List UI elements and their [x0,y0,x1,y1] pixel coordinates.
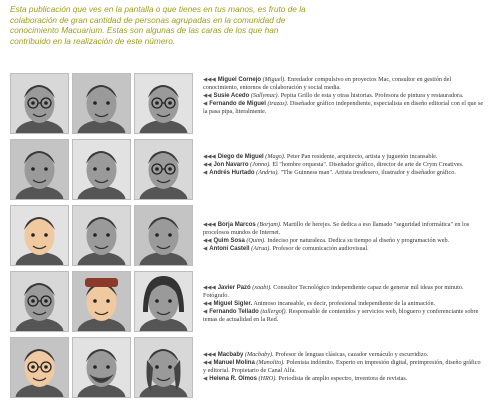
contributor-nick: (Borjam). [257,221,282,228]
bullet-arrows-icon: ◀◀ [203,162,212,168]
contributor-entries [203,76,485,116]
portrait-graphic [11,206,68,265]
contributor-entry [203,161,485,169]
contributor-nick: (Quim). [246,237,266,244]
contributor-photo [72,337,131,398]
contributor-photo [72,271,131,332]
contributor-bio: Periodista de amplio espectro, inventora de revistas. [278,375,408,382]
contributor-entry [203,169,485,177]
contributor-entry [203,375,485,383]
bullet-arrows-icon: ◀◀◀ [203,285,216,291]
contributor-entry [203,359,485,375]
contributor-nick: (Jonno). [250,161,271,168]
portrait-graphic [135,140,192,199]
contributor-bio: Peter Pan residente, arquitecto, artista y juguetón incansable. [286,153,438,160]
contributor-nick: (xoabi). [252,284,272,291]
bullet-arrows-icon: ◀ [203,376,208,382]
contributor-entries [203,284,485,324]
contributor-bio: Responsable de contenidos y servicios web, bloguero y conferenciante sobre temas de actualidad en la Red. [203,308,479,323]
bullet-arrows-icon: ◀◀◀ [203,222,216,228]
contributor-name: Macbaby [217,352,244,358]
contributor-entry [203,76,485,92]
contributor-nick: (HRO). [258,375,277,382]
contributor-bio: Indeciso por naturaleza. Dedica su tiempo al diseño y programación web. [267,237,450,244]
contributor-name: Jon Navarro [213,162,249,168]
contributor-bio: Profesor de lenguas clásicas, cazador vernáculo y escurridizo. [275,351,429,358]
contributor-photo [134,73,193,134]
contributor-row [10,337,485,403]
contributor-nick: (Airua). [251,245,271,252]
bullet-arrows-icon: ◀◀◀ [203,352,216,358]
contributor-nick: (Andriu). [256,169,279,176]
contributor-nick: (Mago). [265,153,286,160]
contributor-photo [134,205,193,266]
contributor-photo [10,139,69,200]
contributor-row [10,271,485,337]
bullet-arrows-icon: ◀◀ [203,360,212,366]
contributor-photo [10,337,69,398]
contributor-bio: El "hombre orquesta". Diseñador gráfico, director de arte de Crym Creatives. [272,161,464,168]
contributor-entry [203,351,485,359]
bullet-arrows-icon: ◀◀◀ [203,77,216,83]
contributor-nick: (Manolito). [256,359,285,366]
contributor-bio: "The Guinness man". Artista tresdesero, ilustrador y diseñador gráfico. [280,169,456,176]
bullet-arrows-icon: ◀ [203,246,208,252]
contributor-photo [134,139,193,200]
contributor-name: Miguel Sigler. [213,301,253,307]
contributor-entry [203,308,485,324]
contributor-row [10,73,485,139]
contributor-entry [203,300,485,308]
contributor-photo [134,337,193,398]
contributor-photo [10,271,69,332]
contributor-name: Javier Pazó [217,285,251,291]
contributor-bio: Diseñador gráfico independiente, especialista en diseño editorial con el que se la pasa pipa, literalmente. [203,100,484,115]
contributor-photo [10,73,69,134]
contributor-name: Helena R. Olmos [209,376,257,382]
contributor-bio: Pepita Grillo de esta y otras historias. Profesora de pintura y restauradora. [280,92,464,99]
contributor-nick: (Macbaby). [244,351,274,358]
bullet-arrows-icon: ◀ [203,170,208,176]
contributor-name: Borja Marcos [217,222,256,228]
contributor-name: Diego de Miguel [217,154,264,160]
portrait-graphic [135,272,192,331]
contributor-nick: (Sallymac). [250,92,280,99]
contributor-photo [72,205,131,266]
contributor-photo [72,139,131,200]
contributor-name: Andrés Hurtado [209,170,255,176]
bullet-arrows-icon: ◀ [203,101,208,107]
contributor-bio: Enredador compulsivo en proyectos Mac, consultor en gestión del conocimiento, entornos de colaboración y social media. [203,76,452,91]
portrait-graphic [11,272,68,331]
contributor-bio: Animoso incansable, es decir, profesional independiente de la animación. [253,300,436,307]
contributor-name: Quim Sosa [213,238,245,244]
contributor-name: Fernando de Miguel [209,101,266,107]
contributor-row [10,139,485,205]
contributor-entries [203,351,485,383]
contributor-photo [72,73,131,134]
contributor-name: Susie Acedo [213,93,250,99]
bullet-arrows-icon: ◀◀ [203,238,212,244]
contributor-row [10,205,485,271]
bullet-arrows-icon: ◀◀ [203,301,212,307]
contributor-entry [203,100,485,116]
contributor-name: Manuel Molina [213,360,255,366]
contributor-bio: Martillo de herejes. Se dedica a eso llamado "seguridad informática" en los procelosos mundos de Internet. [203,221,470,236]
contributor-bio: Polenista indómito. Experto en impresión digital, preimpresión, diseño gráfico y editorial. Propietario de Canal Alfa. [203,359,481,374]
portrait-graphic [73,206,130,265]
contributor-entry [203,237,485,245]
contributor-entry [203,245,485,253]
contributor-entry [203,92,485,100]
contributor-name: Miguel Cornejo [217,77,262,83]
portrait-graphic [135,74,192,133]
portrait-graphic [73,338,130,397]
contributor-entry [203,284,485,300]
contributor-bio: Consultor Tecnológico independiente capaz de generar mil ideas por minuto. Fotógrafo. [203,284,464,299]
contributor-name: Fernando Tellado [209,309,259,315]
contributor-entries [203,221,485,253]
portrait-graphic [73,74,130,133]
contributor-photo [134,271,193,332]
portrait-graphic [73,272,130,331]
contributor-nick: (trazas). [267,100,289,107]
bullet-arrows-icon: ◀◀◀ [203,154,216,160]
contributor-entries [203,153,485,177]
bullet-arrows-icon: ◀◀ [203,93,212,99]
contributor-nick: (Miguel). [262,76,286,83]
portrait-graphic [11,338,68,397]
contributor-bio: Profesor de comunicación audiovisual. [272,245,369,252]
contributor-entry [203,221,485,237]
portrait-graphic [11,74,68,133]
contributor-photo [10,205,69,266]
portrait-graphic [11,140,68,199]
portrait-graphic [135,338,192,397]
portrait-graphic [135,206,192,265]
contributor-entry [203,153,485,161]
contributor-nick: (tallergof). [260,308,288,315]
intro-text: Esta publicación que ves en la pantalla o que tienes en tus manos, es fruto de la colaboración de gran cantidad de personas agrupadas en la comunidad de conocimiento Macuarium. Estas son algunas de las caras de los que han contribuido en la realización de este número. [10,4,306,46]
portrait-graphic [73,140,130,199]
bullet-arrows-icon: ◀ [203,309,208,315]
contributor-name: Antoni Castell [209,246,250,252]
